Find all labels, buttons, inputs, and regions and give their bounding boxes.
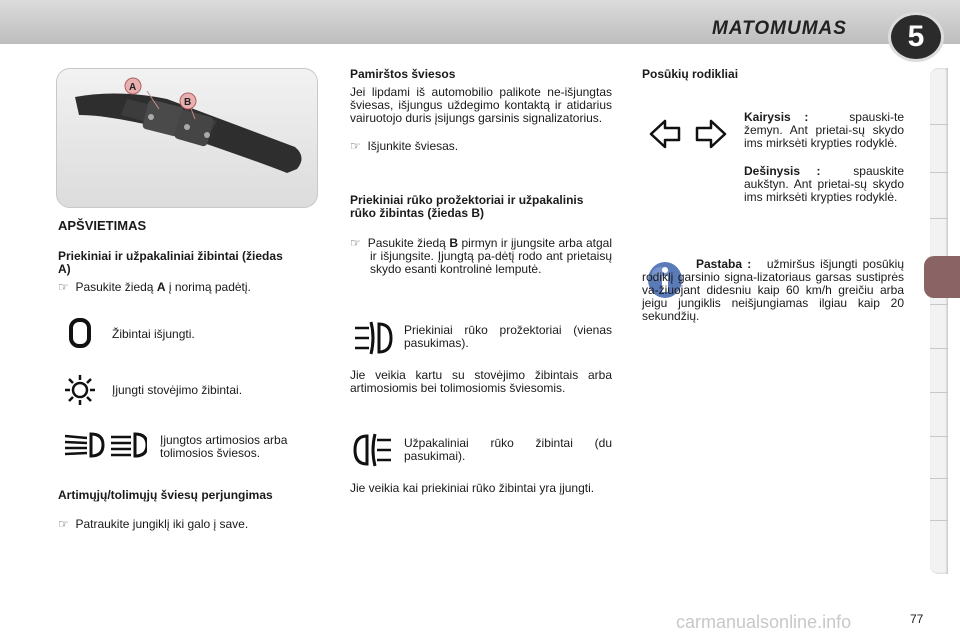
parking-lights-icon [60,372,100,408]
right-indicator-text: Dešinysis : spauskite aukštyn. Ant prietai-sų skydo ims mirksėti krypties rodyklė. [744,164,904,204]
right-arrow-icon [692,116,730,152]
chapter-number-badge: 5 [888,12,944,62]
thumb-tab-strip [930,68,948,574]
lights-off-icon [62,316,98,350]
rear-fog-note: Jie veikia kai priekiniai rūko žibintai yra įjungti. [350,481,595,495]
lights-off-text: Žibintai išjungti. [112,327,195,341]
ring-b-label: B [184,97,192,108]
left-arrow-icon [646,116,684,152]
turn-ring-a-instruction: ☞ Pasukite žiedą A į norimą padėtį. [58,280,251,294]
front-fog-note: Jie veikia kartu su stovėjimo žibintais arba artimosiomis bei tolimosiomis šviesomis. [350,368,612,395]
lighting-stalk-photo [56,68,318,208]
beam-switch-instruction: ☞ Patraukite jungiklį iki galo į save. [58,517,249,531]
turn-indicators-heading: Posūkių rodikliai [642,67,739,81]
forgotten-lights-heading: Pamirštos šviesos [350,67,456,81]
rear-fog-text: Užpakaliniai rūko žibintai (du pasukimai). [404,436,612,463]
forgotten-lights-instruction: ☞ Išjunkite šviesas. [350,139,459,153]
chapter-title: MATOMUMAS [712,18,847,39]
dipped-main-beam-icon [60,428,148,462]
left-indicator-text: Kairysis : spauski-te žemyn. Ant prietai-sų skydo ims mirksėti krypties rodyklė. [744,110,904,150]
front-fog-lamp-icon [352,318,394,358]
thumb-tab-active[interactable] [924,256,960,298]
pointing-finger-icon: ☞ [58,280,69,294]
rear-fog-lamp-icon [352,430,394,470]
parking-lights-text: Įjungti stovėjimo žibintai. [112,383,243,397]
beam-switch-heading: Artimųjų/tolimųjų šviesų perjungimas [58,488,273,502]
front-rear-heading: Priekiniai ir užpakaliniai žibintai (žiedas A) [58,249,283,276]
pointing-finger-icon: ☞ [58,517,69,531]
section-title-lighting: APŠVIETIMAS [58,218,147,233]
pointing-finger-icon: ☞ [350,236,361,250]
pointing-finger-icon: ☞ [350,139,361,153]
fog-ring-b-instruction: ☞ Pasukite žiedą B pirmyn ir įjungsite arba atgal ir išjungsite. Įjungtą pa-dėtį rodo ant prietaisų skydo esanti kontrolinė lemputė. [350,236,612,276]
watermark: carmanualsonline.info [676,612,852,632]
forgotten-lights-text: Jei lipdami iš automobilio palikote ne-išjungtas šviesas, išjungus uždegimo kontaktą ir atidarius vairuotojo duris įsijungs garsinis signalizatorius. [350,85,612,125]
ring-a-label: A [129,82,137,93]
page-number: 77 [910,612,924,626]
note-text: Pastaba : užmiršus išjungti posūkių rodiklį garsinio signa-lizatoriaus garsas sustiprės va-žiuojant didesniu kaip 60 km/h greičiu arba jeigu jungiklis neišjungiamas ilgiau kaip 20 sekundžių. [642,257,904,323]
front-fog-text: Priekiniai rūko prožektoriai (vienas pasukimas). [404,323,612,350]
dipped-main-text: Įjungtos artimosios arba tolimosios šviesos. [160,433,288,460]
stalk-illustration [57,69,317,207]
fog-lights-heading: Priekiniai rūko prožektoriai ir užpakalinis rūko žibintas (žiedas B) [350,193,584,220]
